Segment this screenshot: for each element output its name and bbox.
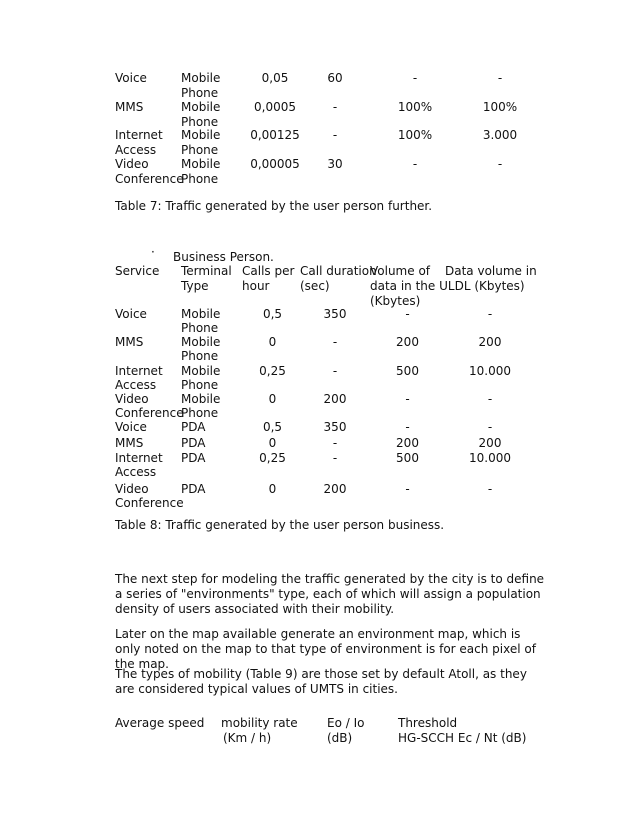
table-cell: 0,25: [259, 451, 286, 465]
table-cell: -: [497, 157, 503, 171]
table-cell: -: [332, 128, 338, 142]
paragraph: The next step for modeling the traffic generated by the city is to define a series of "environments" type, each of which will assign a population density of users associated with their mobility.: [115, 572, 545, 616]
header-duration: Call duration: [300, 264, 377, 278]
table-cell: PDA: [181, 451, 206, 465]
table-cell: 200: [478, 335, 502, 349]
table-cell: MMS: [115, 436, 144, 450]
table-cell: 100%: [482, 100, 518, 114]
table-cell: 500: [396, 451, 419, 465]
table-cell: 200: [396, 436, 419, 450]
table-cell: Access: [115, 378, 157, 392]
table-cell: 200: [323, 392, 347, 406]
table-cell: Mobile: [181, 335, 221, 349]
table-cell: Phone: [181, 143, 219, 157]
table-cell: 0,05: [261, 71, 289, 85]
table-cell: 0,5: [262, 307, 283, 321]
table-cell: -: [405, 420, 410, 434]
paragraph: The types of mobility (Table 9) are those set by default Atoll, as they are considered typical values of UMTS in cities.: [115, 667, 527, 696]
table-cell: Phone: [181, 321, 219, 335]
table-cell: Internet: [115, 364, 163, 378]
header-volume: data in the ULDL (Kbytes): [370, 279, 525, 293]
table-cell: -: [332, 335, 338, 349]
table-cell: Mobile: [181, 307, 221, 321]
header-data: Data volume in: [445, 264, 537, 278]
table-cell: MMS: [115, 335, 144, 349]
table-cell: 0,00125: [250, 128, 300, 142]
table-cell: 60: [327, 71, 343, 85]
table-cell: 0: [268, 436, 277, 450]
table-cell: Video: [115, 392, 149, 406]
table-cell: Mobile: [181, 71, 221, 85]
table-8-caption: Table 8: Traffic generated by the user person business.: [115, 518, 445, 532]
header-volume: Volume of: [370, 264, 431, 278]
table-cell: 0,25: [259, 364, 286, 378]
table-7-caption: Table 7: Traffic generated by the user person further.: [115, 199, 433, 213]
table-cell: 0: [268, 482, 277, 496]
table-cell: Video: [115, 157, 149, 171]
table-cell: MMS: [115, 100, 144, 114]
table-cell: Phone: [181, 406, 219, 420]
table-cell: -: [332, 436, 338, 450]
table-cell: Conference: [115, 496, 184, 510]
header-service: Service: [115, 264, 160, 278]
table-cell: Internet: [115, 451, 163, 465]
table-cell: 3.000: [482, 128, 518, 142]
table-cell: PDA: [181, 482, 206, 496]
table-cell: 0,00005: [250, 157, 300, 171]
table-cell: Phone: [181, 349, 219, 363]
table-cell: 10.000: [469, 451, 511, 465]
table-cell: -: [332, 100, 338, 114]
header-volume: (Kbytes): [370, 294, 421, 308]
table-cell: 350: [323, 420, 347, 434]
table-cell: -: [487, 482, 493, 496]
bullet: ·: [151, 245, 155, 259]
header-terminal: Type: [181, 279, 209, 293]
table-cell: -: [412, 157, 418, 171]
header-average-speed: Average speed: [115, 716, 205, 730]
header-mobility-rate: (Km / h): [223, 731, 272, 745]
table-cell: Voice: [115, 307, 147, 321]
table-cell: 30: [327, 157, 343, 171]
table-cell: 0: [268, 392, 277, 406]
table-cell: 0: [268, 335, 277, 349]
section-heading: Business Person.: [173, 250, 274, 264]
table-cell: 200: [396, 335, 419, 349]
table-cell: Conference: [115, 172, 184, 186]
table-cell: -: [497, 71, 503, 85]
table-cell: Phone: [181, 86, 219, 100]
table-cell: 200: [323, 482, 347, 496]
table-cell: Access: [115, 143, 157, 157]
table-cell: Conference: [115, 406, 184, 420]
header-threshold: Threshold: [398, 716, 458, 730]
table-cell: Phone: [181, 378, 219, 392]
header-threshold: HG-SCCH Ec / Nt (dB): [398, 731, 527, 745]
table-cell: -: [487, 307, 493, 321]
table-cell: 100%: [397, 128, 433, 142]
header-calls: Calls per: [242, 264, 295, 278]
table-cell: 500: [396, 364, 419, 378]
table-cell: -: [332, 364, 338, 378]
table-cell: -: [405, 392, 410, 406]
table-cell: Video: [115, 482, 149, 496]
table-cell: Internet: [115, 128, 163, 142]
table-cell: -: [487, 392, 493, 406]
table-cell: Phone: [181, 172, 219, 186]
header-eo-io: (dB): [327, 731, 353, 745]
table-cell: 350: [323, 307, 347, 321]
paragraph: Later on the map available generate an environment map, which is only noted on the map to that type of environment is for each pixel of the map.: [115, 627, 536, 671]
table-cell: -: [487, 420, 493, 434]
header-terminal: Terminal: [181, 264, 232, 278]
table-cell: -: [405, 482, 410, 496]
table-cell: 100%: [397, 100, 433, 114]
table-cell: 0,0005: [254, 100, 296, 114]
table-cell: Mobile: [181, 364, 221, 378]
table-cell: -: [412, 71, 418, 85]
table-cell: Mobile: [181, 157, 221, 171]
table-cell: Access: [115, 465, 157, 479]
table-cell: Mobile: [181, 128, 221, 142]
table-cell: -: [332, 451, 338, 465]
table-cell: -: [405, 307, 410, 321]
table-cell: Voice: [115, 420, 147, 434]
table-cell: Phone: [181, 115, 219, 129]
table-cell: 10.000: [469, 364, 511, 378]
header-calls: hour: [242, 279, 270, 293]
table-cell: PDA: [181, 436, 206, 450]
table-cell: 200: [478, 436, 502, 450]
table-cell: Mobile: [181, 392, 221, 406]
table-cell: PDA: [181, 420, 206, 434]
header-eo-io: Eo / Io: [327, 716, 365, 730]
table-cell: Mobile: [181, 100, 221, 114]
header-mobility-rate: mobility rate: [221, 716, 298, 730]
table-cell: Voice: [115, 71, 147, 85]
table-cell: 0,5: [262, 420, 283, 434]
header-duration: (sec): [300, 279, 330, 293]
